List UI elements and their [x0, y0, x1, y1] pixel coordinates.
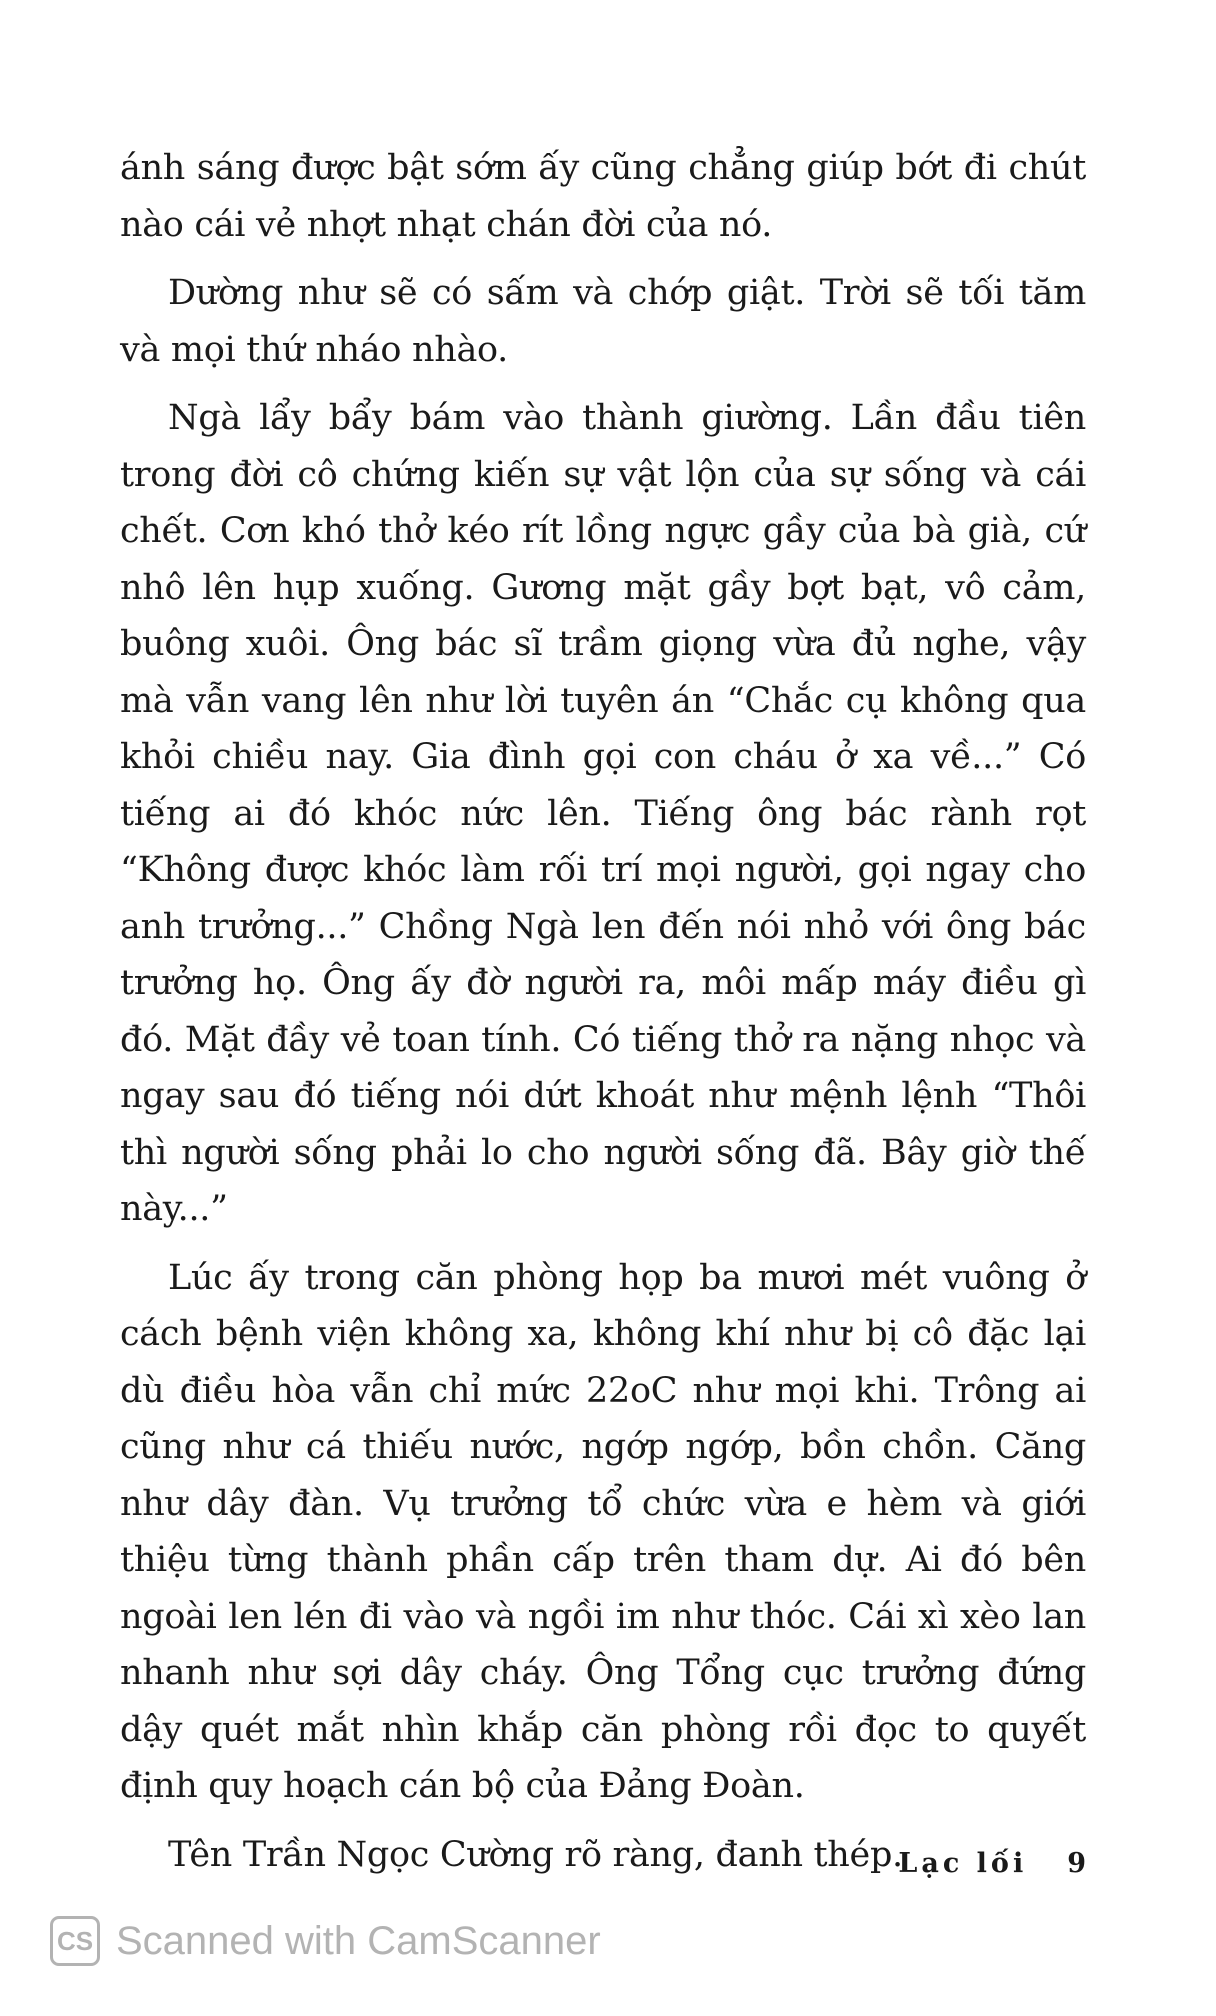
paragraph: Dường như sẽ có sấm và chớp giật. Trời sẽ tối tăm và mọi thứ nháo nhào. — [120, 273, 1086, 370]
running-title: Lạc lối — [898, 1848, 1028, 1879]
watermark-text: Scanned with CamScanner — [116, 1918, 601, 1963]
paragraph-continued: ánh sáng được bật sớm ấy cũng chẳng giúp bớt đi chút nào cái vẻ nhợt nhạt chán đời của nó. — [120, 148, 1086, 245]
paragraph: Lúc ấy trong căn phòng họp ba mươi mét vuông ở cách bệnh viện không xa, không khí như bị cô đặc lại dù điều hòa vẫn chỉ mức 22oC như mọi khi. Trông ai cũng như cá thiếu nước, ngớp ngớp, bồn chồn. Căng như dây đàn. Vụ trưởng tổ chức vừa e hèm và giới thiệu từng thành phần cấp trên tham dự. Ai đó bên ngoài len lén đi vào và ngồi im như thóc. Cái xì xèo lan nhanh như sợi dây cháy. Ông Tổng cục trưởng đứng dậy quét mắt nhìn khắp căn phòng rồi đọc to quyết định quy hoạch cán bộ của Đảng Đoàn. — [120, 1257, 1086, 1806]
camscanner-logo-icon: CS — [50, 1916, 100, 1966]
page-number: 9 — [1067, 1848, 1086, 1879]
scanner-watermark — [50, 1916, 601, 1966]
paragraph: Tên Trần Ngọc Cường rõ ràng, đanh thép. — [168, 1834, 903, 1875]
paragraph: Ngà lẩy bẩy bám vào thành giường. Lần đầu tiên trong đời cô chứng kiến sự vật lộn của sự sống và cái chết. Cơn khó thở kéo rít lồng ngực gầy của bà già, cứ nhô lên hụp xuống. Gương mặt gầy bợt bạt, vô cảm, buông xuôi. Ông bác sĩ trầm giọng vừa đủ nghe, vậy mà vẫn vang lên như lời tuyên án “Chắc cụ không qua khỏi chiều nay. Gia đình gọi con cháu ở xa về...” Có tiếng ai đó khóc nức lên. Tiếng ông bác rành rọt “Không được khóc làm rối trí mọi người, gọi ngay cho anh trưởng...” Chồng Ngà len đến nói nhỏ với ông bác trưởng họ. Ông ấy đờ người ra, môi mấp máy điều gì đó. Mặt đầy vẻ toan tính. Có tiếng thở ra nặng nhọc và ngay sau đó tiếng nói dứt khoát như mệnh lệnh “Thôi thì người sống phải lo cho người sống đã. Bây giờ thế này...” — [120, 398, 1086, 1229]
page-footer — [898, 1848, 1086, 1879]
book-page-body — [120, 140, 1086, 1895]
